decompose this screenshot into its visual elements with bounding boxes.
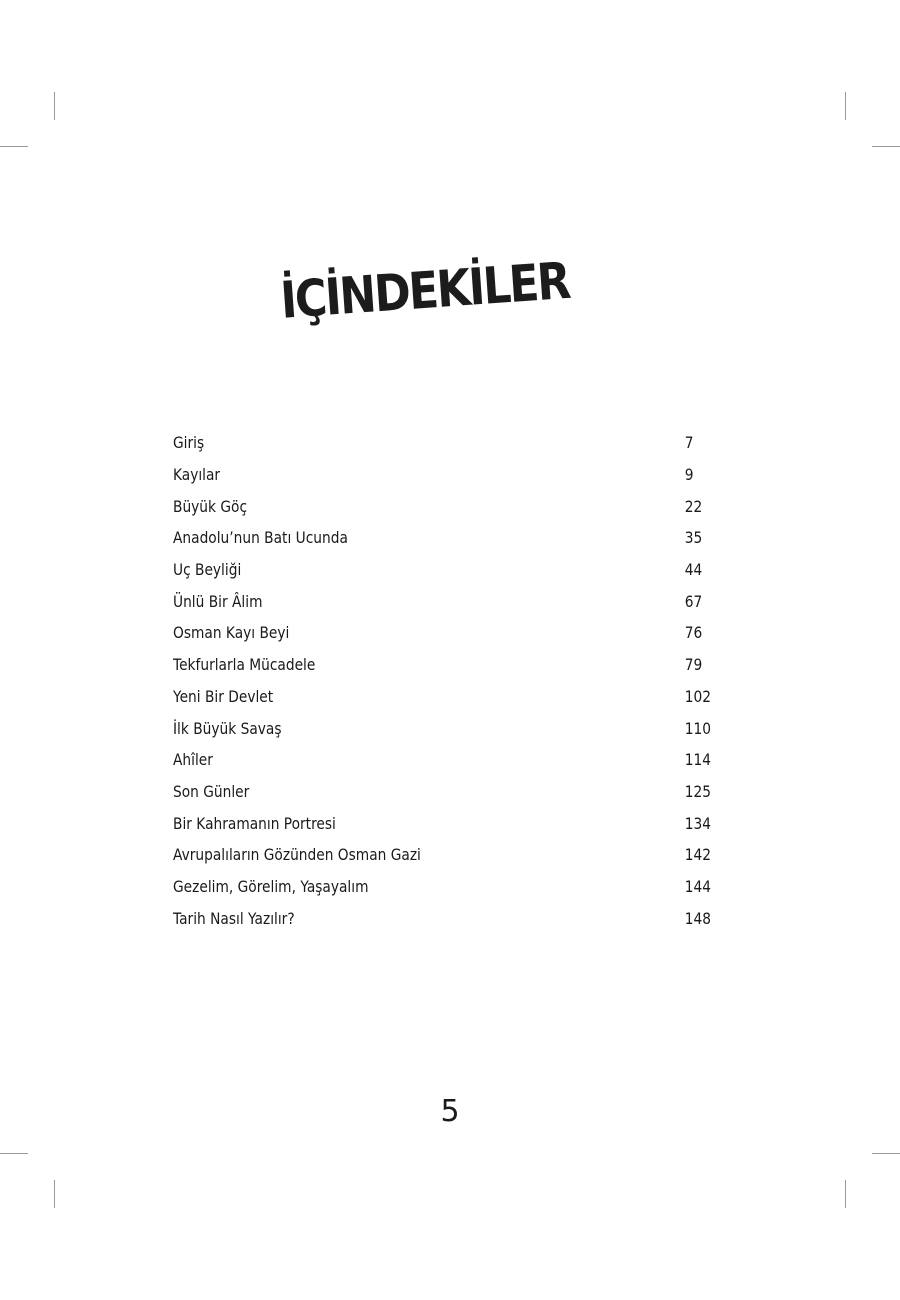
toc-entry-page: 110 <box>684 718 711 738</box>
toc-entry <box>173 902 732 934</box>
toc-entry-title: Büyük Göç <box>173 496 248 516</box>
toc-entry-page: 102 <box>684 686 711 706</box>
crop-mark-bottom-left-vertical <box>54 1180 55 1208</box>
page-number: 5 <box>440 1094 460 1129</box>
toc-entry-page: 79 <box>684 655 703 675</box>
toc-entry-title: Kayılar <box>173 465 221 485</box>
toc-entry-title: Son Günler <box>173 781 250 801</box>
toc-entry <box>173 490 732 522</box>
toc-entry-title: Yeni Bir Devlet <box>173 686 274 706</box>
toc-entry-title: Ahîler <box>173 750 213 770</box>
toc-entry-page: 114 <box>684 750 711 770</box>
toc-entry-page: 144 <box>684 876 711 896</box>
toc-entry-title: Avrupalıların Gözünden Osman Gazi <box>173 845 421 865</box>
toc-entry-page: 44 <box>684 560 703 580</box>
toc-entry-title: Bir Kahramanın Portresi <box>173 813 336 833</box>
toc-entry <box>173 744 732 776</box>
toc-entry-page: 125 <box>684 781 711 801</box>
toc-entry-page: 148 <box>684 908 711 928</box>
crop-mark-bottom-left-horizontal <box>0 1153 28 1154</box>
toc-entry-page: 142 <box>684 845 711 865</box>
toc-entry-title: Tekfurlarla Mücadele <box>173 655 316 675</box>
toc-entry-title: Osman Kayı Beyi <box>173 623 290 643</box>
toc-entry-title: İlk Büyük Savaş <box>173 718 282 738</box>
toc-entry <box>173 681 732 713</box>
toc-entry <box>173 649 732 681</box>
crop-mark-bottom-right-vertical <box>845 1180 846 1208</box>
crop-mark-bottom-right-horizontal <box>872 1153 900 1154</box>
toc-entry <box>173 871 732 903</box>
toc-entry-page: 7 <box>684 433 694 453</box>
toc-entry-page: 76 <box>684 623 703 643</box>
toc-entry-page: 35 <box>684 528 703 548</box>
toc-entry-title: Anadolu’nun Batı Ucunda <box>173 528 348 548</box>
toc-entry <box>173 427 732 459</box>
toc-entry <box>173 522 732 554</box>
toc-entry <box>173 807 732 839</box>
toc-entry <box>173 839 732 871</box>
crop-mark-top-left-horizontal <box>0 146 28 147</box>
table-of-contents <box>173 427 733 934</box>
toc-entry <box>173 459 732 491</box>
toc-entry <box>173 617 732 649</box>
toc-entry <box>173 554 732 586</box>
crop-mark-top-right-vertical <box>845 92 846 120</box>
toc-entry-page: 134 <box>684 813 711 833</box>
crop-mark-top-right-horizontal <box>872 146 900 147</box>
toc-entry-title: Ünlü Bir Âlim <box>173 591 263 611</box>
toc-entry-page: 22 <box>684 496 703 516</box>
toc-entry-title: Tarih Nasıl Yazılır? <box>173 908 295 928</box>
toc-entry-title: Giriş <box>173 433 205 453</box>
page-title: İÇİNDEKİLER <box>278 251 571 331</box>
toc-entry-page: 9 <box>684 465 694 485</box>
toc-entry-title: Gezelim, Görelim, Yaşayalım <box>173 876 369 896</box>
toc-entry-title: Uç Beyliği <box>173 560 242 580</box>
toc-entry <box>173 712 732 744</box>
toc-entry-page: 67 <box>684 591 703 611</box>
toc-entry <box>173 776 732 808</box>
crop-mark-top-left-vertical <box>54 92 55 120</box>
toc-entry <box>173 585 732 617</box>
